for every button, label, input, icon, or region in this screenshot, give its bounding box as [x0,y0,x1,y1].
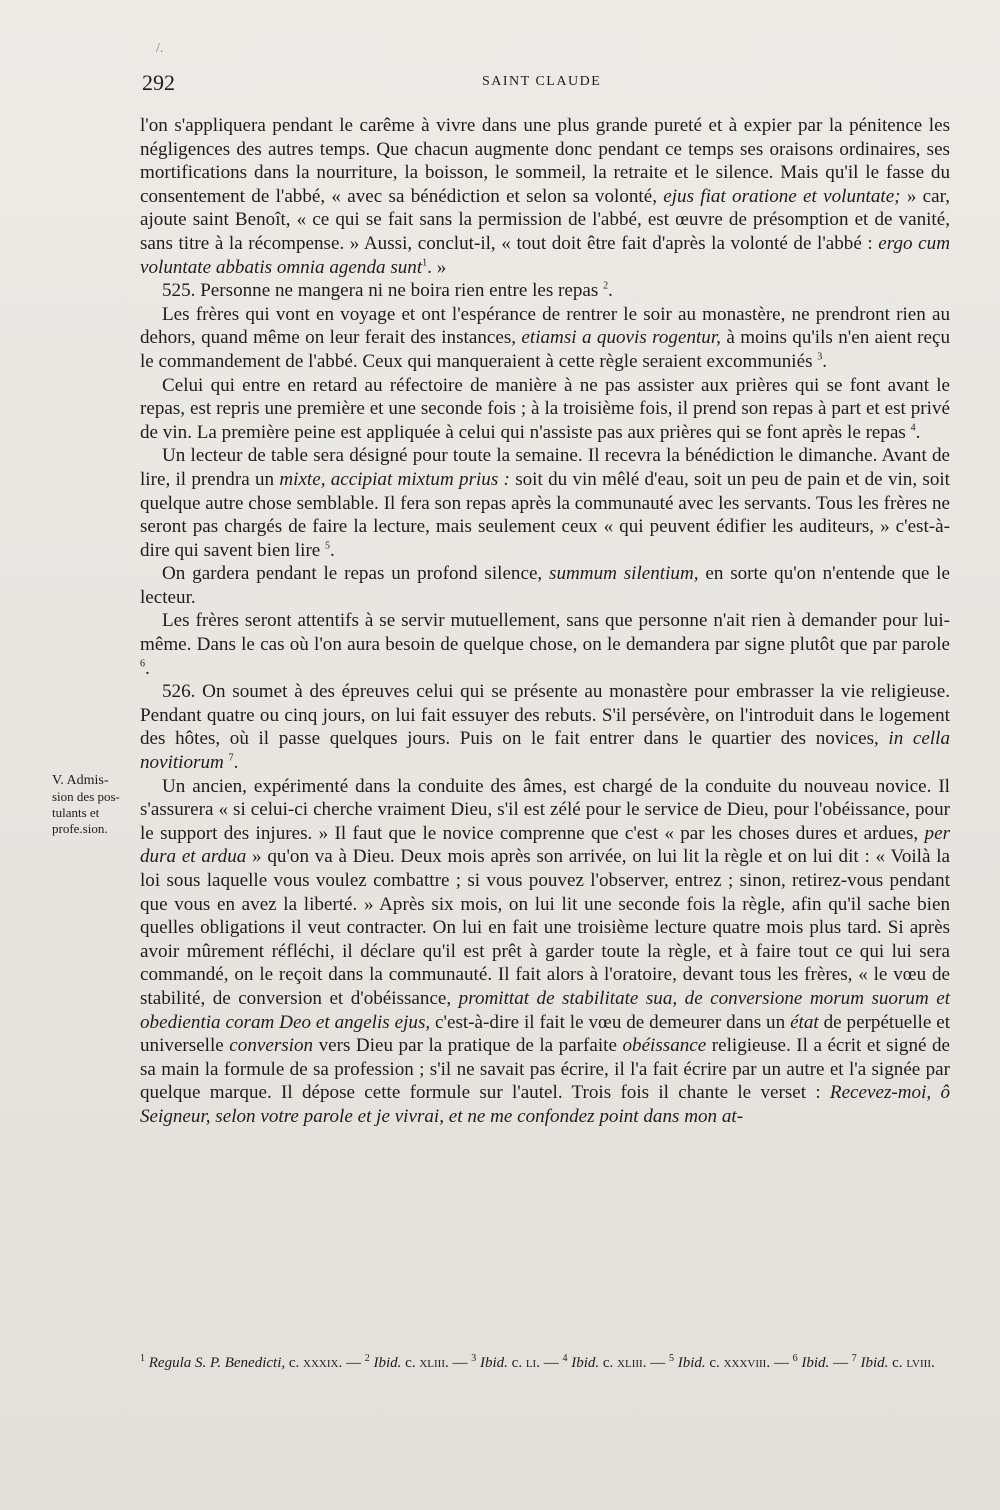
footnotes: $^1$ Regula S. P. Benedicti, c. xxxix. — $^2$ Ibid. c. xliii. — $^3$ Ibid. c. li. — $^4$ Ibid. c. xliii. — $^5$ Ibid. c. xxxviii. — $^6$ Ibid. — $^7$ Ibid. c. lviii. [140,1353,935,1371]
running-title: SAINT CLAUDE [482,74,602,89]
paragraph: Les frères seront attentifs à se servir mutuellement, sans que personne n'ait rien à demander pour lui-même. Dans le cas où l'on aura besoin de quelque chose, on le demandera par signe plutôt que par parole $^6$. [140,610,950,679]
main-text [140,114,950,1129]
margin-note-line: sion des pos- [52,789,120,804]
corner-mark: /. [156,41,164,56]
page-number: 292 [142,70,175,95]
paragraph: Les frères qui vont en voyage et ont l'espérance de rentrer le soir au monastère, ne prendront rien au dehors, quand même on leur ferait des instances, etiamsi a quovis rogentur, à moins qu'ils n'en aient reçu le commandement de l'abbé. Ceux qui manqueraient à cette règle seraient excommuniés $^3$. [140,303,950,372]
paragraph: 525. Personne ne mangera ni ne boira rien entre les repas $^2$. [162,280,613,302]
paragraph: On gardera pendant le repas un profond silence, summum silentium, en sorte qu'on n'entende que le lecteur. [140,563,950,608]
margin-note-line: profe.sion. [52,821,108,836]
paragraph: l'on s'appliquera pendant le carême à vivre dans une plus grande pureté et à expier par la pénitence les négligences des autres temps. Que chacun augmente donc pendant ce temps ses oraisons ordinaires, ses mortifications dans la nourriture, la boisson, le sommeil, la retraite et le silence. Mais qu'il le fasse du consentement de l'abbé, « avec sa bénédiction et selon sa volonté, ejus fiat oratione et voluntate; » car, ajoute saint Benoît, « ce qui se fait sans la permission de l'abbé, est œuvre de présomption et de vanité, sans titre à la récompense. » Aussi, conclut-il, « tout doit être fait d'après la volonté de l'abbé : ergo cum voluntate abbatis omnia agenda sunt$^1$. » [140,115,950,278]
paragraph: 526. On soumet à des épreuves celui qui se présente au monastère pour embrasser la vie religieuse. Pendant quatre ou cinq jours, on lui fait essuyer des rebuts. S'il persévère, on l'introduit dans le logement des hôtes, où il passe quelques jours. Puis on le fait entrer dans le quartier des novices, in cella novitiorum $^7$. [140,681,951,774]
margin-note [52,773,134,837]
paragraph: Celui qui entre en retard au réfectoire de manière à ne pas assister aux prières qui se font avant le repas, est repris une première et une seconde fois ; à la troisième fois, il prend son repas à part et est privé de vin. La première peine est appliquée à celui qui n'assiste pas aux prières qui se font après le repas $^4$. [140,374,950,443]
paragraph: Un lecteur de table sera désigné pour toute la semaine. Il recevra la bénédiction le dimanche. Avant de lire, il prendra un mixte, accipiat mixtum prius : soit du vin mêlé d'eau, soit un peu de pain et de vin, soit quelque autre chose semblable. Il fera son repas après la communauté avec les servants. Tous les frères ne seront pas chargés de faire la lecture, mais seulement ceux « qui peuvent édifier les auditeurs, » c'est-à-dire qui savent bien lire $^5$. [140,445,950,561]
margin-note-line: V. Admis- [52,773,109,788]
margin-note-line: tulants et [52,805,100,820]
paragraph: Un ancien, expérimenté dans la conduite des âmes, est chargé de la conduite du nouveau novice. Il s'assurera « si celui-ci cherche vraiment Dieu, s'il est zélé pour le service de Dieu, pour l'obéissance, pour le support des injures. » Il faut que le novice comprenne que c'est « par les choses dures et ardues, per dura et ardua » qu'on va à Dieu. Deux mois après son arrivée, on lui lit la règle et on lui dit : « Voilà la loi sous laquelle vous voulez combattre ; si vous pouvez l'observer, entrez ; sinon, retirez-vous pendant que vous en avez la liberté. » Après six mois, on lui lit une seconde fois la règle, afin qu'il sache bien quelles obligations il veut contracter. On lui en fait une troisième lecture quatre mois plus tard. Si après avoir mûrement réfléchi, il déclare qu'il est prêt à garder toute la règle, et à faire tout ce qui lui sera commandé, on le reçoit dans la communauté. Il fait alors à l'oratoire, devant tous les frères, « le vœu de stabilité, de conversion et d'obéissance, promittat de stabilitate sua, de conversione morum suorum et obedientia coram Deo et angelis ejus, c'est-à-dire il fait le vœu de demeurer dans un état de perpétuelle et universelle conversion vers Dieu par la pratique de la parfaite obéissance religieuse. Il a écrit et signé de sa main la formule de sa profession ; s'il ne savait pas écrire, il l'a fait écrire par un autre et l'a signée par quelque marque. Il dépose cette formule sur l'autel. Trois fois il chante le verset : Recevez-moi, ô Seigneur, selon votre parole et je vivrai, et ne me confondez point dans mon at- [140,775,951,1127]
